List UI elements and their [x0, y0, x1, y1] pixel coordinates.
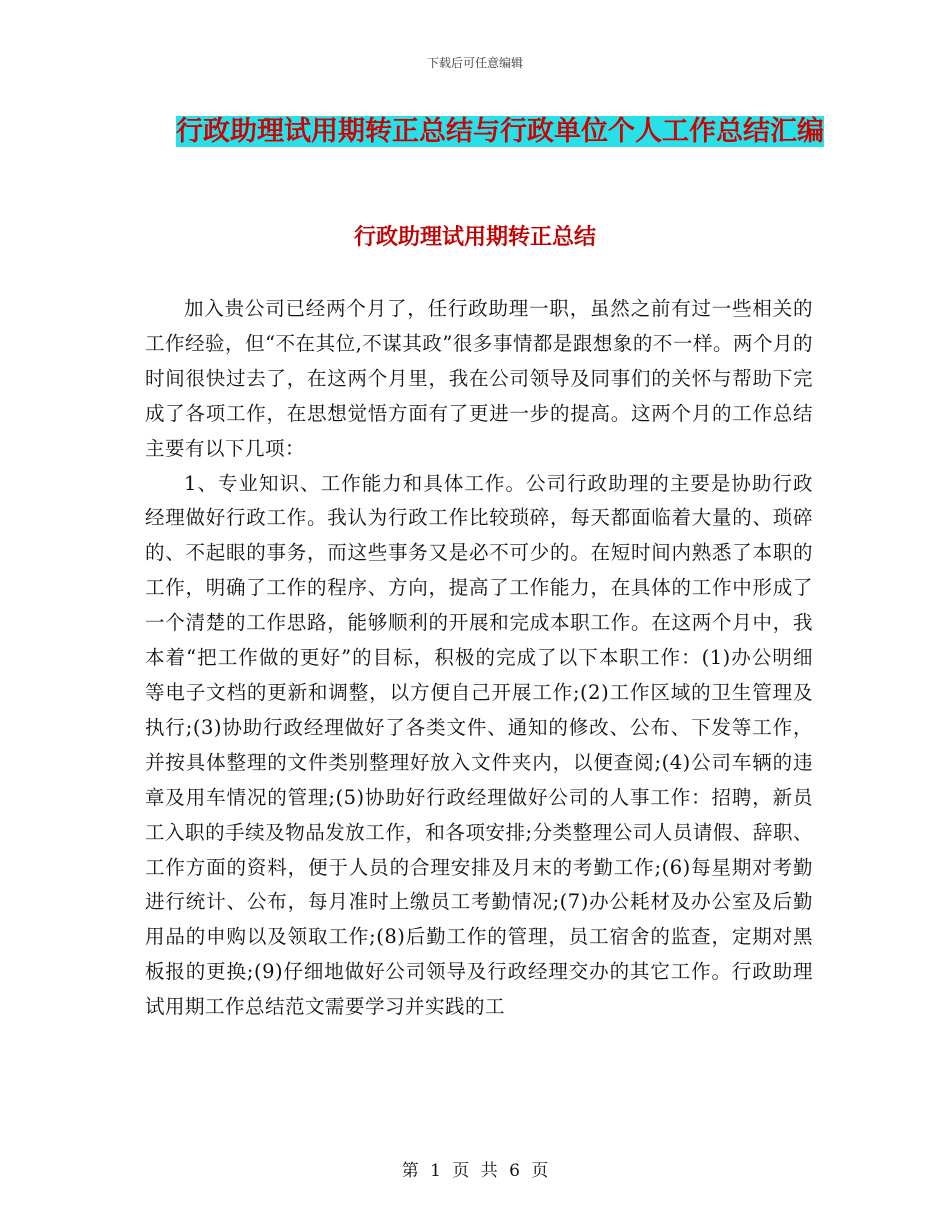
header-note: 下载后可任意编辑: [426, 56, 523, 70]
paragraph: 1、专业知识、工作能力和具体工作。公司行政助理的主要是协助行政经理做好行政工作。我认为行政工作比较琐碎，每天都面临着大量的、琐碎的、不起眼的事务，而这些事务又是必不可少的。在短时间内熟悉了本职的工作，明确了工作的程序、方向，提高了工作能力，在具体的工作中形成了一个清楚的工作思路，能够顺利的开展和完成本职工作。在这两个月中，我本着“把工作做的更好”的目标，积极的完成了以下本职工作：(1)办公明细等电子文档的更新和调整，以方便自己开展工作;(2)工作区域的卫生管理及执行;(3)协助行政经理做好了各类文件、通知的修改、公布、下发等工作，并按具体整理的文件类别整理好放入文件夹内，以便查阅;(4)公司车辆的违章及用车情况的管理;(5)协助好行政经理做好公司的人事工作：招聘，新员工入职的手续及物品发放工作，和各项安排;分类整理公司人员请假、辞职、工作方面的资料，便于人员的合理安排及月末的考勤工作;(6)每星期对考勤进行统计、公布，每月准时上缴员工考勤情况;(7)办公耗材及办公室及后勤用品的申购以及领取工作;(8)后勤工作的管理，员工宿舍的监查，定期对黑板报的更换;(9)仔细地做好公司领导及行政经理交办的其它工作。行政助理试用期工作总结范文需要学习并实践的工: [145, 471, 813, 1019]
paragraph: 加入贵公司已经两个月了，任行政助理一职，虽然之前有过一些相关的工作经验，但“不在其位,不谋其政”很多事情都是跟想象的不一样。两个月的时间很快过去了，在这两个月里，我在公司领导及同事们的关怀与帮助下完成了各项工作，在思想觉悟方面有了更进一步的提高。这两个月的工作总结主要有以下几项：: [145, 297, 813, 460]
document-title-text: 行政助理试用期转正总结与行政单位个人工作总结汇编: [176, 116, 824, 147]
body-text: [145, 292, 813, 1025]
page-footer: 第 1 页 共 6 页: [401, 1161, 549, 1181]
document-title: [150, 108, 850, 156]
section-heading: 行政助理试用期转正总结: [353, 224, 596, 250]
